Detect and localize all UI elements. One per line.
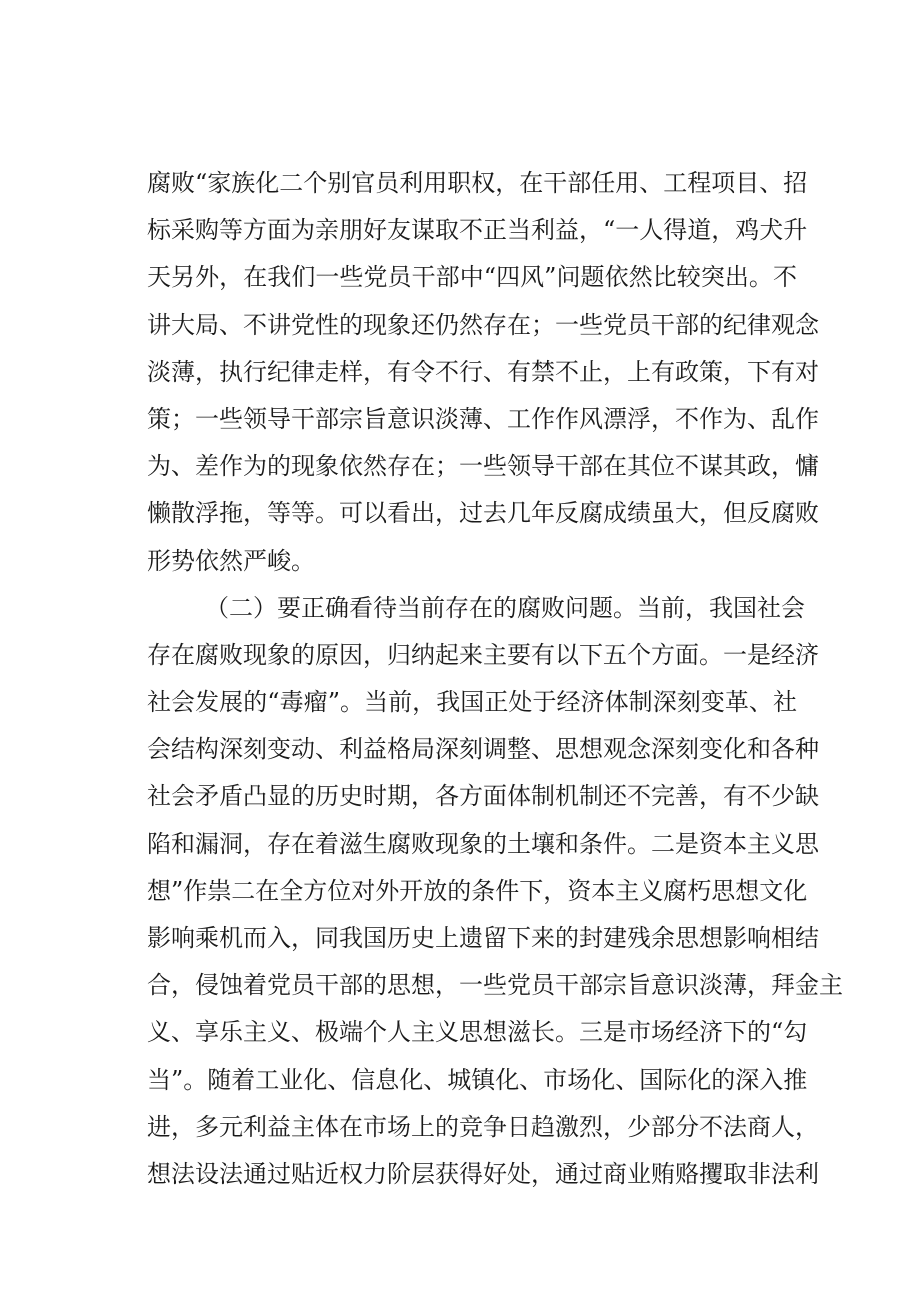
text-line: 影响乘机而入，同我国历史上遗留下来的封建残余思想影响相结 — [147, 924, 819, 952]
text-line: 腐败“家族化二个别官员利用职权，在干部任用、工程项目、招 — [147, 169, 808, 197]
text-line: 义、享乐主义、极端个人主义思想滋长。三是市场经济下的“勾 — [147, 1018, 808, 1047]
text-line: 社会发展的“毒瘤”。当前，我国正处于经济体制深刻变革、社 — [147, 688, 797, 717]
text-line: 想”作祟二在全方位对外开放的条件下，资本主义腐朽思想文化 — [147, 876, 808, 905]
text-line: 当”。随着工业化、信息化、城镇化、市场化、国际化的深入推 — [147, 1065, 808, 1094]
text-line: 为、差作为的现象依然存在；一些领导干部在其位不谋其政，慵 — [147, 452, 819, 481]
text-line: 陷和漏洞，存在着滋生腐败现象的土壤和条件。二是资本主义思 — [147, 829, 819, 858]
text-line: 天另外，在我们一些党员干部中“四风”问题依然比较突出。不 — [147, 263, 797, 292]
text-line: 想法设法通过贴近权力阶层获得好处，通过商业贿赂攫取非法利 — [147, 1159, 819, 1188]
text-line: 合，侵蚀着党员干部的思想，一些党员干部宗旨意识淡薄，拜金主 — [147, 971, 843, 1000]
text-line: 淡薄，执行纪律走样，有令不行、有禁不止，上有政策，下有对 — [147, 357, 819, 386]
text-line: 社会矛盾凸显的历史时期，各方面体制机制还不完善，有不少缺 — [147, 782, 819, 811]
text-line: 会结构深刻变动、利益格局深刻调整、思想观念深刻变化和各种 — [147, 735, 819, 764]
text-line: 策；一些领导干部宗旨意识淡薄、工作作风漂浮，不作为、乱作 — [147, 404, 819, 433]
paragraph-start-line: （二）要正确看待当前存在的腐败问题。当前，我国社会 — [205, 593, 805, 622]
text-line: 形势依然严峻。 — [147, 546, 315, 575]
text-line: 标采购等方面为亲朋好友谋取不正当利益，“一人得道，鸡犬升 — [147, 216, 808, 245]
text-line: 懒散浮拖，等等。可以看出，过去几年反腐成绩虽大，但反腐败 — [147, 499, 819, 528]
text-line: 存在腐败现象的原因，归纳起来主要有以下五个方面。一是经济 — [147, 640, 819, 669]
body-text — [147, 160, 843, 1198]
text-line: 进，多元利益主体在市场上的竞争日趋激烈，少部分不法商人， — [147, 1112, 819, 1141]
text-line: 讲大局、不讲党性的现象还仍然存在；一些党员干部的纪律观念 — [147, 310, 819, 339]
